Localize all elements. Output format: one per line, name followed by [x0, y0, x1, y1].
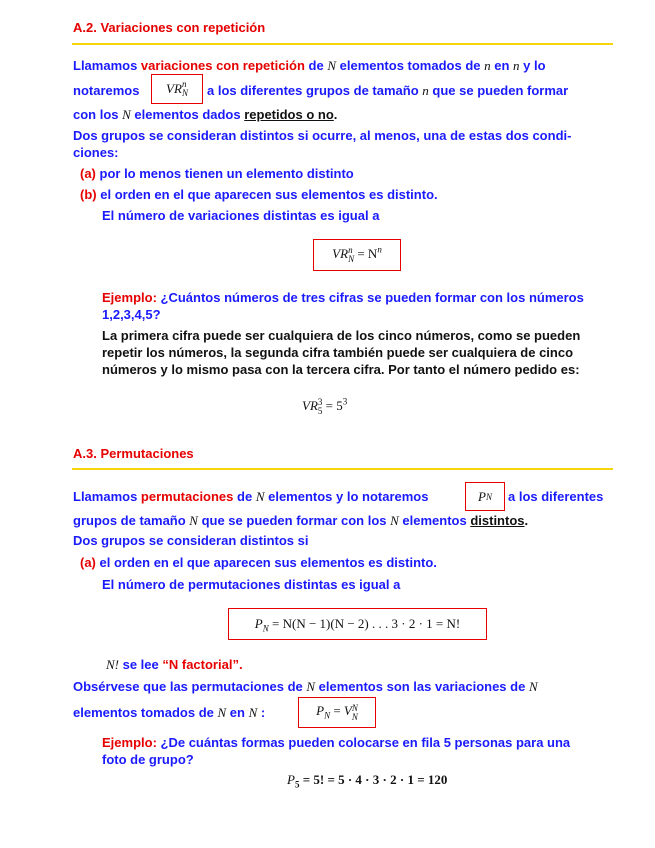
term-permutaciones: permutaciones [140, 489, 234, 504]
a2-example-question: Ejemplo: ¿Cuántos números de tres cifras se pueden formar con los números [102, 290, 584, 305]
factorial-note: N! se lee “N factorial”. [106, 657, 243, 672]
a2-distinct-line2: ciones: [73, 145, 119, 160]
a2-distinct-line1: Dos grupos se consideran distintos si ocurre, al menos, una de estas dos condi- [73, 128, 572, 143]
section-title-a2: A.2. Variaciones con repetición [73, 20, 266, 35]
pn-notation-box: P N [465, 482, 505, 511]
vr-example-formula: VR 3 5 = $5^3$ [302, 396, 348, 417]
a3-condition-a: (a) el orden en el que aparecen sus elementos es distinto. [80, 555, 437, 570]
p5-formula: $P_5 = 5$! = 5 · 4 · 3 · 2 · 1 = 120 [287, 772, 448, 790]
a3-observe-line2: elementos tomados de N en N : [73, 705, 266, 720]
a2-count-text: El número de variaciones distintas es igual a [102, 208, 380, 223]
a2-notaremos: notaremos [73, 83, 140, 98]
a3-observe-line1: Obsérvese que las permutaciones de N elementos son las variaciones de N [73, 679, 538, 694]
a3-intro-line1: Llamamos permutaciones de N elementos y lo notaremos [73, 489, 429, 504]
a2-condition-b: (b) el orden en el que aparecen sus elementos es distinto. [80, 187, 438, 202]
section-rule-a2 [72, 43, 613, 45]
a2-condition-a: (a) por lo menos tienen un elemento distinto [80, 166, 354, 181]
a2-intro-line2: a los diferentes grupos de tamaño n que se pueden formar [207, 83, 569, 98]
a3-example-question: Ejemplo: ¿De cuántas formas pueden colocarse en fila 5 personas para una [102, 735, 571, 750]
a2-answer-line3: números y lo mismo pasa con la tercera cifra. Por tanto el número pedido es: [102, 362, 580, 377]
a3-intro-line1-end: a los diferentes [508, 489, 604, 504]
a2-example-question-2: 1,2,3,4,5? [102, 307, 161, 322]
a3-example-question-2: foto de grupo? [102, 752, 194, 767]
a2-intro-line1: Llamamos variaciones con repetición de N elementos tomados de n en n y lo [73, 58, 546, 73]
a2-answer-line1: La primera cifra puede ser cualquiera de los cinco números, como se pueden [102, 328, 581, 343]
vr-formula-box: VR n N = $N^n$ [313, 239, 401, 271]
term-variaciones: variaciones con repetición [140, 58, 305, 73]
vr-notation-box: VR n N [151, 74, 203, 104]
underline-distintos: distintos [470, 513, 525, 528]
section-rule-a3 [72, 468, 613, 470]
a3-count-text: El número de permutaciones distintas es igual a [102, 577, 401, 592]
underline-repetidos: repetidos o no [244, 107, 334, 122]
example-label-a2: Ejemplo: [102, 290, 157, 305]
a2-intro-line3: con los N elementos dados repetidos o no. [73, 107, 338, 122]
section-title-a3: A.3. Permutaciones [73, 446, 194, 461]
a3-intro-line3: Dos grupos se consideran distintos si [73, 533, 309, 548]
a3-intro-line2: grupos de tamaño N que se pueden formar con los N elementos distintos. [73, 513, 529, 528]
a2-answer-line2: repetir los números, la segunda cifra también puede ser cualquiera de cinco [102, 345, 574, 360]
pn-formula-box: $P_N = N(N - 1)(N - 2)$ . . . 3 · 2 · 1 = N! [228, 608, 487, 640]
example-label-a3: Ejemplo: [102, 735, 157, 750]
pn-vn-box: $P_N = V$ N N [298, 697, 376, 728]
